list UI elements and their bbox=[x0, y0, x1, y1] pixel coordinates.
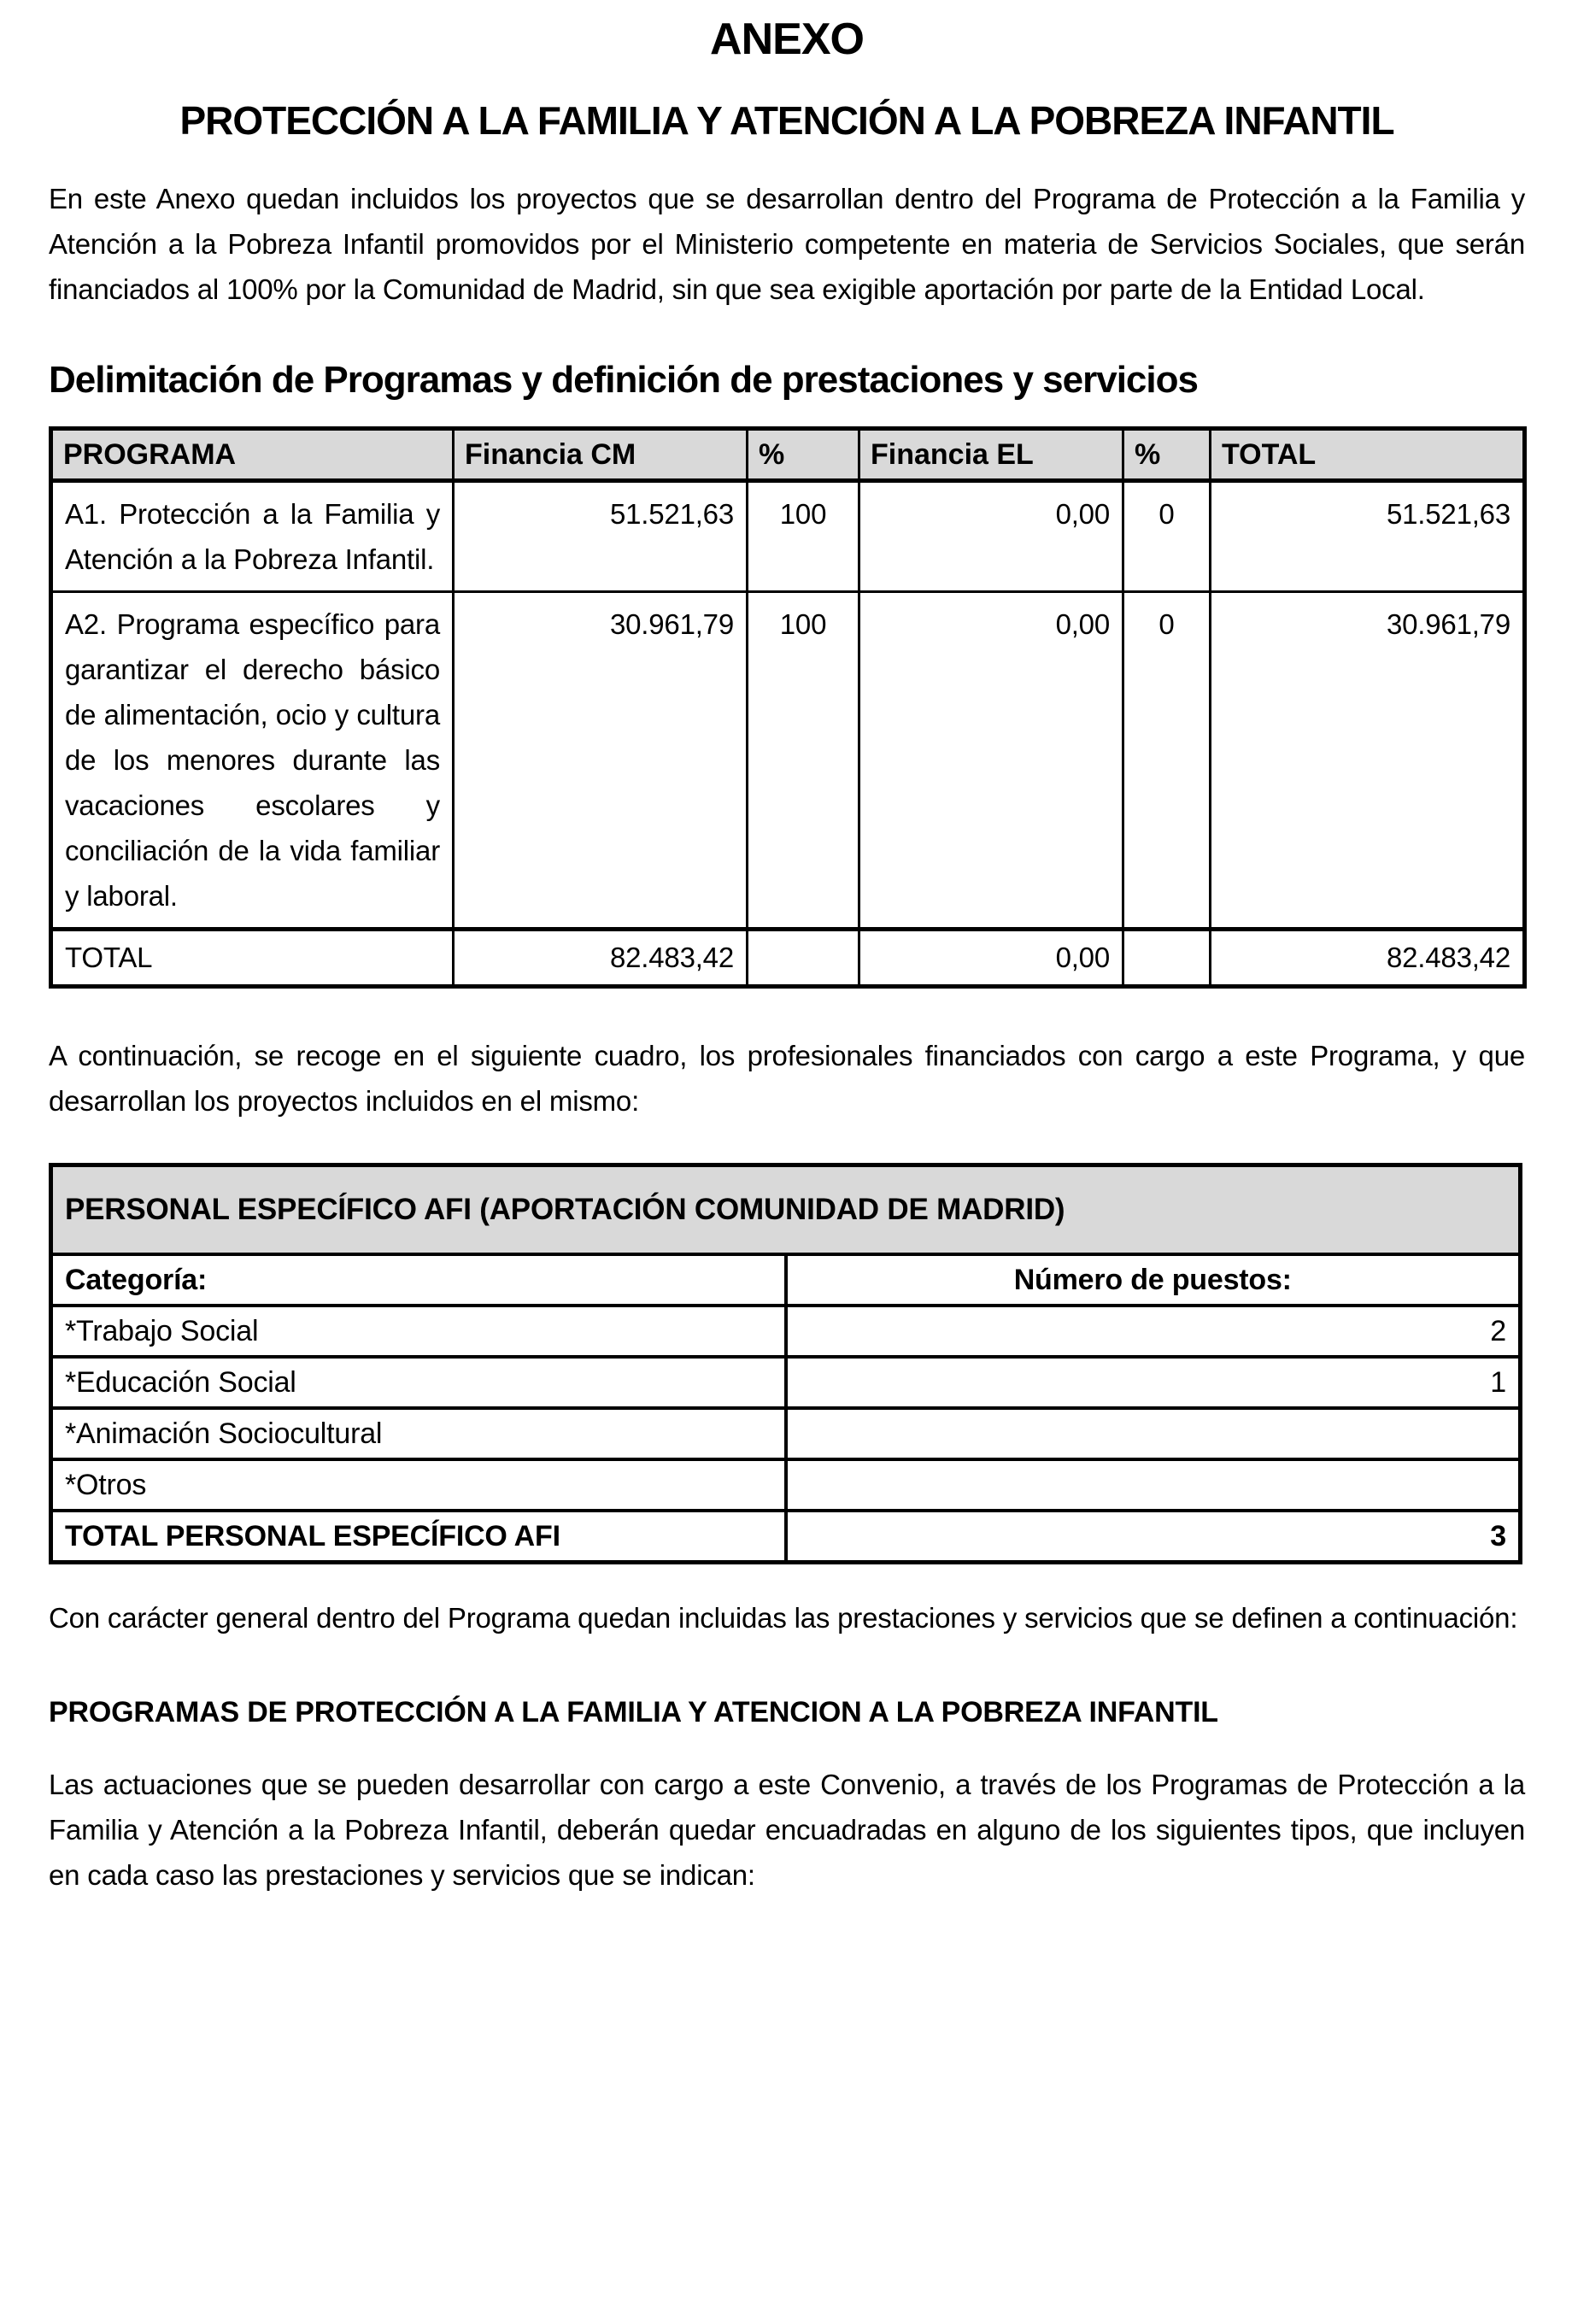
staff-total-row bbox=[51, 1511, 1521, 1563]
staff-row-animacion-sociocultural bbox=[51, 1408, 1521, 1459]
financia-el-cell: 0,00 bbox=[859, 592, 1123, 930]
page-title: ANEXO bbox=[710, 15, 864, 64]
programa-cell: A2. Programa específico para garantizar el derecho básico de alimentación, ocio y cultura de los menores durante las vacaciones escolares y conciliación de la vida familiar y laboral. bbox=[51, 592, 454, 930]
section-heading-programas: PROGRAMAS DE PROTECCIÓN A LA FAMILIA Y ATENCION A LA POBREZA INFANTIL bbox=[49, 1696, 1218, 1728]
positions-cell bbox=[786, 1459, 1521, 1511]
column-header-pct-cm: % bbox=[748, 429, 859, 481]
intro-paragraph: En este Anexo quedan incluidos los proyectos que se desarrollan dentro del Programa de Protección a la Familia y Atención a la Pobreza Infantil promovidos por el Ministerio competente en materia de Servicios Sociales, que serán financiados al 100% por la Comunidad de Madrid, sin que sea exigible aportación por parte de la Entidad Local. bbox=[49, 183, 1525, 305]
actuaciones-paragraph: Las actuaciones que se pueden desarrollar con cargo a este Convenio, a través de los Programas de Protección a la Familia y Atención a la Pobreza Infantil, deberán quedar encuadradas en alguno de los siguientes tipos, que incluyen en cada caso las prestaciones y servicios que se indican: bbox=[49, 1769, 1525, 1891]
positions-cell bbox=[786, 1408, 1521, 1459]
table-row-a1 bbox=[51, 481, 1525, 592]
pct-el-cell: 0 bbox=[1123, 481, 1211, 592]
programs-financing-table bbox=[49, 426, 1527, 989]
staff-row-otros bbox=[51, 1459, 1521, 1511]
staff-table-title: PERSONAL ESPECÍFICO AFI (APORTACIÓN COMUNIDAD DE MADRID) bbox=[51, 1165, 1521, 1255]
total-cell: 51.521,63 bbox=[1211, 481, 1525, 592]
pct-cm-cell: 100 bbox=[748, 481, 859, 592]
pct-cm-total-cell bbox=[748, 930, 859, 987]
total-label-cell: TOTAL bbox=[51, 930, 454, 987]
column-header-pct-el: % bbox=[1123, 429, 1211, 481]
page-subtitle: PROTECCIÓN A LA FAMILIA Y ATENCIÓN A LA POBREZA INFANTIL bbox=[179, 98, 1394, 143]
staff-table bbox=[49, 1163, 1522, 1564]
financia-el-cell: 0,00 bbox=[859, 481, 1123, 592]
column-header-programa: PROGRAMA bbox=[51, 429, 454, 481]
column-header-categoria: Categoría: bbox=[51, 1254, 786, 1306]
staff-row-trabajo-social bbox=[51, 1306, 1521, 1357]
caracter-general-paragraph: Con carácter general dentro del Programa quedan incluidas las prestaciones y servicios que se definen a continuación: bbox=[49, 1602, 1518, 1634]
staff-row-educacion-social bbox=[51, 1357, 1521, 1408]
positions-cell: 1 bbox=[786, 1357, 1521, 1408]
staff-total-label-cell: TOTAL PERSONAL ESPECÍFICO AFI bbox=[51, 1511, 786, 1563]
staff-table-header-row bbox=[51, 1254, 1521, 1306]
programs-table-header-row bbox=[51, 429, 1525, 481]
financia-el-total-cell: 0,00 bbox=[859, 930, 1123, 987]
financia-cm-total-cell: 82.483,42 bbox=[454, 930, 748, 987]
grand-total-cell: 82.483,42 bbox=[1211, 930, 1525, 987]
pct-el-total-cell bbox=[1123, 930, 1211, 987]
category-cell: *Trabajo Social bbox=[51, 1306, 786, 1357]
financia-cm-cell: 51.521,63 bbox=[454, 481, 748, 592]
column-header-total: TOTAL bbox=[1211, 429, 1525, 481]
column-header-financia-el: Financia EL bbox=[859, 429, 1123, 481]
pct-el-cell: 0 bbox=[1123, 592, 1211, 930]
financia-cm-cell: 30.961,79 bbox=[454, 592, 748, 930]
staff-total-value-cell: 3 bbox=[786, 1511, 1521, 1563]
staff-table-title-row bbox=[51, 1165, 1521, 1255]
table-row-a2 bbox=[51, 592, 1525, 930]
profesionales-paragraph: A continuación, se recoge en el siguiente cuadro, los profesionales financiados con cargo a este Programa, y que desarrollan los proyectos incluidos en el mismo: bbox=[49, 1040, 1525, 1117]
positions-cell: 2 bbox=[786, 1306, 1521, 1357]
column-header-num-puestos: Número de puestos: bbox=[786, 1254, 1521, 1306]
table-row-total bbox=[51, 930, 1525, 987]
pct-cm-cell: 100 bbox=[748, 592, 859, 930]
total-cell: 30.961,79 bbox=[1211, 592, 1525, 930]
programa-cell: A1. Protección a la Familia y Atención a la Pobreza Infantil. bbox=[51, 481, 454, 592]
category-cell: *Educación Social bbox=[51, 1357, 786, 1408]
section-heading-delimitacion: Delimitación de Programas y definición de prestaciones y servicios bbox=[49, 359, 1198, 401]
category-cell: *Animación Sociocultural bbox=[51, 1408, 786, 1459]
category-cell: *Otros bbox=[51, 1459, 786, 1511]
column-header-financia-cm: Financia CM bbox=[454, 429, 748, 481]
